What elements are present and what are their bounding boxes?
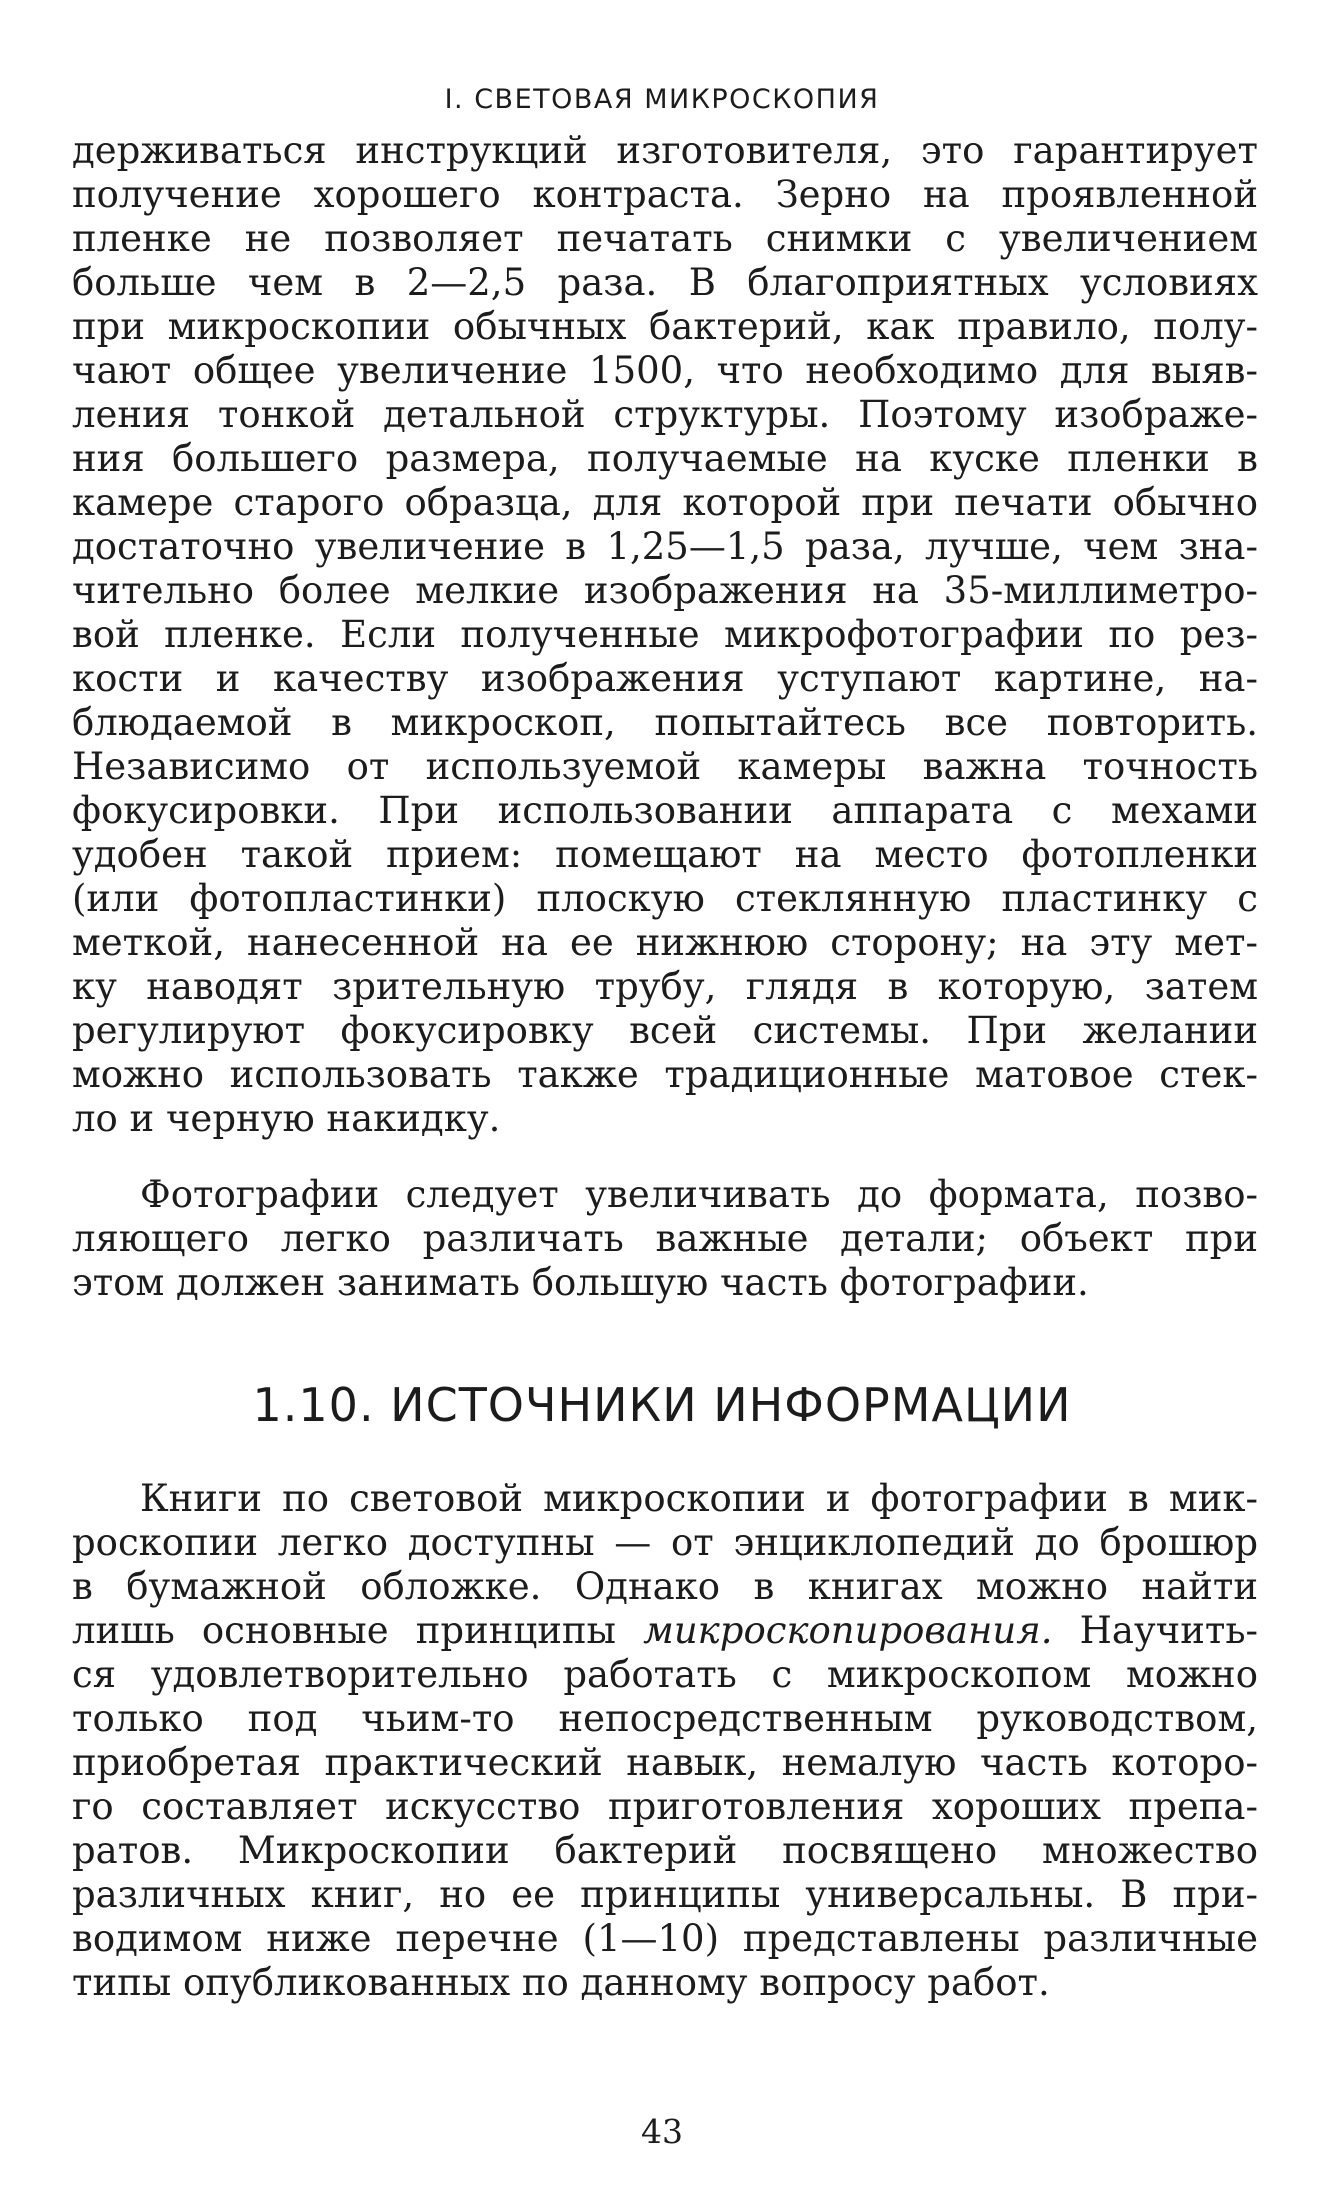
text-line: ло и черную накидку. (72, 1097, 501, 1140)
text-line: различных книг, но ее принципы универсальны. В при- (72, 1873, 1258, 1916)
text-line: камере старого образца, для которой при печати обычно (72, 481, 1258, 524)
text-line: только под чьим-то непосредственным руководством, (72, 1697, 1258, 1740)
running-head: I. СВЕТОВАЯ МИКРОСКОПИЯ (444, 84, 880, 115)
text-line: чают общее увеличение 1500, что необходимо для выяв- (72, 349, 1258, 392)
text-line: ку наводят зрительную трубу, глядя в которую, затем (72, 965, 1258, 1008)
text-run: лишь основные принципы (72, 1609, 644, 1652)
emphasized-term: микроскопирования. (643, 1609, 1053, 1652)
paragraph-photo-format (72, 1173, 1258, 1305)
text-line: Книги по световой микроскопии и фотографии в мик- (140, 1477, 1258, 1520)
text-line: регулируют фокусировку всей системы. При желании (72, 1009, 1258, 1052)
text-line: получение хорошего контраста. Зерно на проявленной (72, 173, 1258, 216)
paragraph-continued (72, 129, 1258, 1141)
text-line: чительно более мелкие изображения на 35-миллиметро- (72, 569, 1258, 612)
text-line: держиваться инструкций изготовителя, это гарантирует (72, 129, 1258, 172)
text-line: фокусировки. При использовании аппарата с мехами (72, 789, 1258, 832)
text-line: го составляет искусство приготовления хороших препа- (72, 1785, 1258, 1828)
text-line: меткой, нанесенной на ее нижнюю сторону; на эту мет- (72, 921, 1258, 964)
paragraph-information-sources (72, 1477, 1258, 2005)
section-heading: 1.10. ИСТОЧНИКИ ИНФОРМАЦИИ (252, 1378, 1072, 1432)
page-number: 43 (641, 2112, 683, 2151)
text-line: вой пленке. Если полученные микрофотографии по рез- (72, 613, 1258, 656)
text-line: этом должен занимать большую часть фотографии. (72, 1261, 1089, 1304)
text-line: Независимо от используемой камеры важна точность (72, 745, 1258, 788)
text-line: Фотографии следует увеличивать до формата, позво- (140, 1173, 1258, 1216)
text-line: ления тонкой детальной структуры. Поэтому изображе- (72, 393, 1258, 436)
text-line: ратов. Микроскопии бактерий посвящено множество (72, 1829, 1258, 1872)
text-line: типы опубликованных по данному вопросу работ. (72, 1961, 1050, 2004)
text-line: ния большего размера, получаемые на куске пленки в (72, 437, 1258, 480)
text-line: водимом ниже перечне (1—10) представлены различные (72, 1917, 1258, 1960)
text-run: Научить- (1052, 1609, 1258, 1652)
text-line: (или фотопластинки) плоскую стеклянную пластинку с (72, 877, 1258, 920)
text-line: пленке не позволяет печатать снимки с увеличением (72, 217, 1258, 260)
text-line: при микроскопии обычных бактерий, как правило, полу- (72, 305, 1258, 348)
text-line: удобен такой прием: помещают на место фотопленки (72, 833, 1258, 876)
text-line: в бумажной обложке. Однако в книгах можно найти (72, 1565, 1258, 1608)
text-line: роскопии легко доступны — от энциклопедий до брошюр (72, 1521, 1258, 1564)
text-line-with-emphasis (72, 1609, 1258, 1653)
text-line: достаточно увеличение в 1,25—1,5 раза, лучше, чем зна- (72, 525, 1258, 568)
text-line: можно использовать также традиционные матовое стек- (72, 1053, 1258, 1096)
text-line: приобретая практический навык, немалую часть которо- (72, 1741, 1258, 1784)
text-line: ся удовлетворительно работать с микроскопом можно (72, 1653, 1258, 1696)
text-line: больше чем в 2—2,5 раза. В благоприятных условиях (72, 261, 1258, 304)
text-line: ляющего легко различать важные детали; объект при (72, 1217, 1258, 1260)
text-line: кости и качеству изображения уступают картине, на- (72, 657, 1258, 700)
text-line: блюдаемой в микроскоп, попытайтесь все повторить. (72, 701, 1258, 744)
